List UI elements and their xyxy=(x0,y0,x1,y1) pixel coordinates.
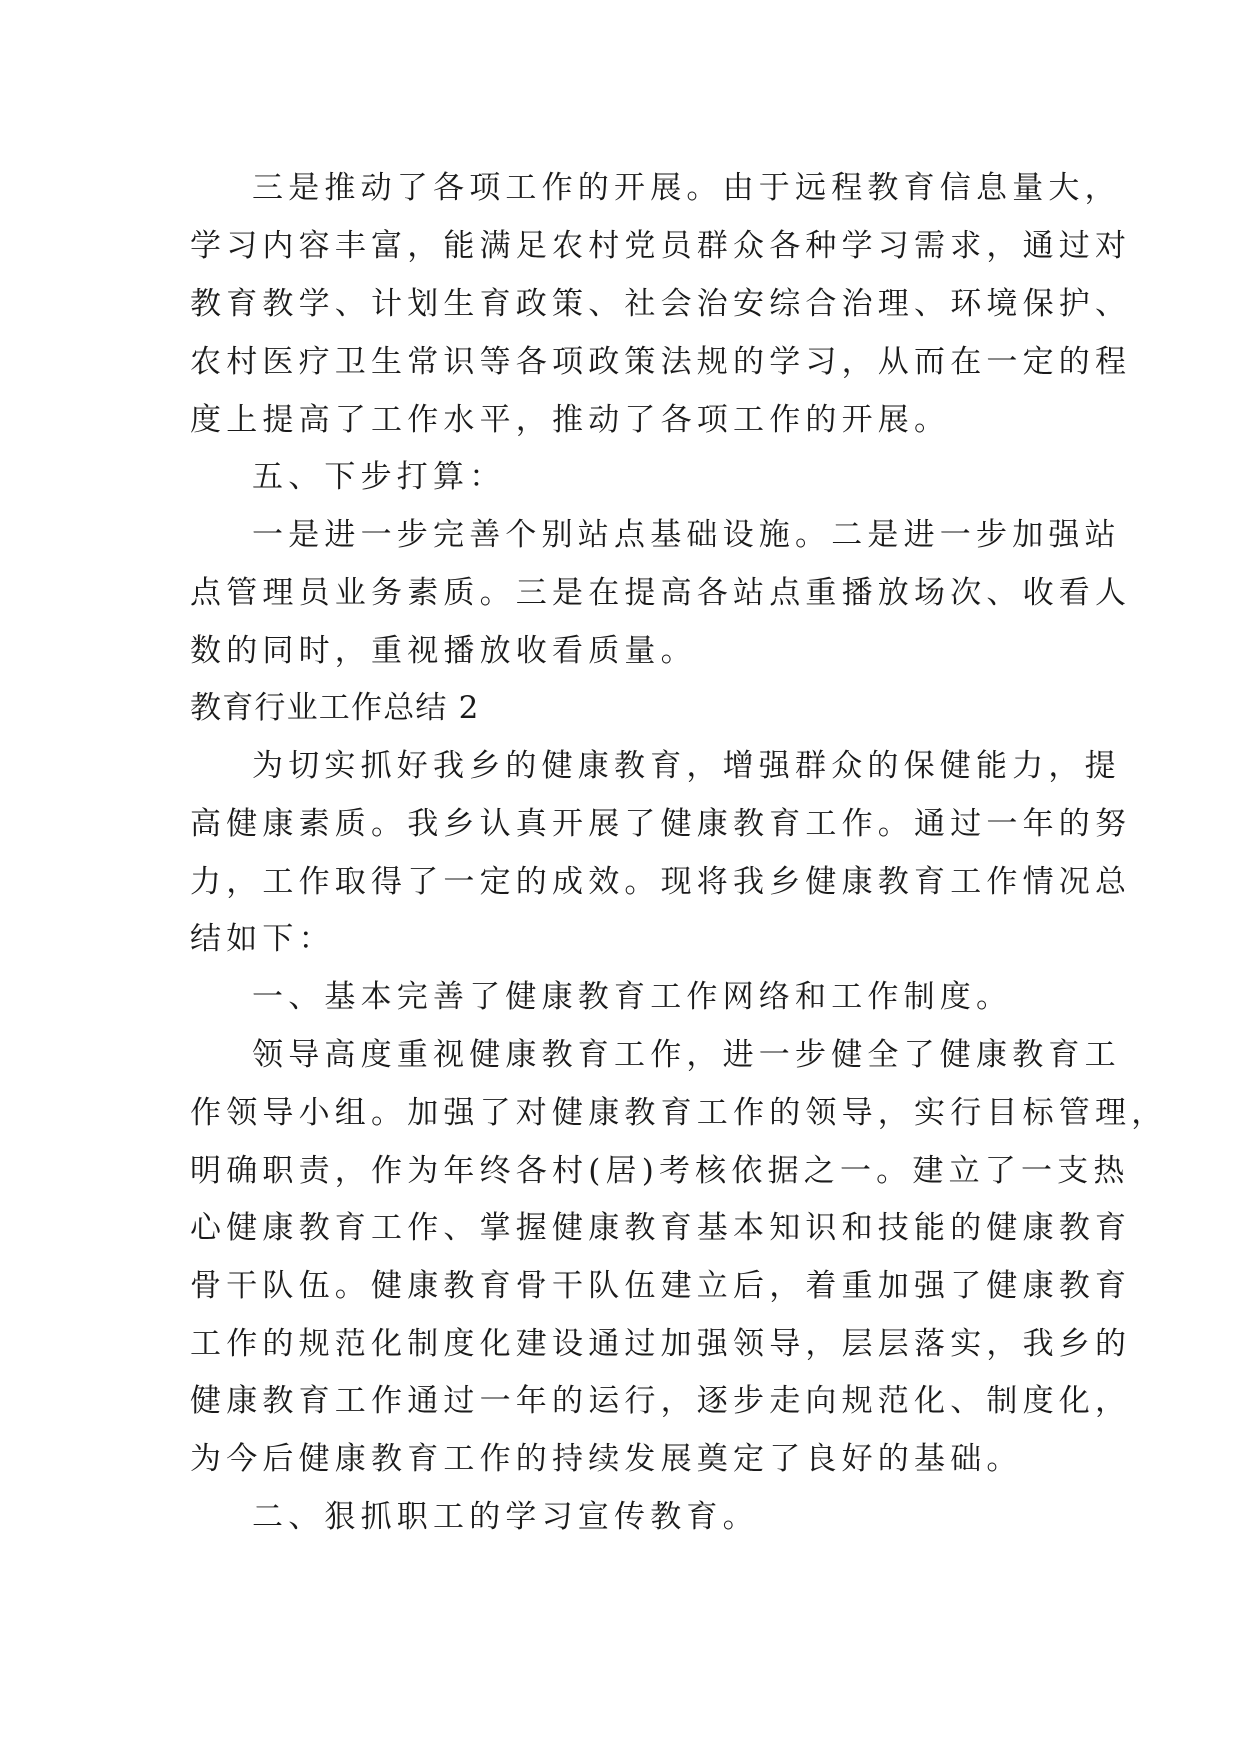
paragraph-line: 一是进一步完善个别站点基础设施。二是进一步加强站 xyxy=(252,517,1121,553)
paragraph-line: 数的同时，重视播放收看质量。 xyxy=(190,633,697,669)
paragraph-line: 骨干队伍。健康教育骨干队伍建立后，着重加强了健康教育 xyxy=(190,1268,1132,1304)
paragraph-line: 农村医疗卫生常识等各项政策法规的学习，从而在一定的程 xyxy=(190,344,1132,380)
paragraph-line: 领导高度重视健康教育工作，进一步健全了健康教育工 xyxy=(252,1037,1121,1073)
section-heading: 二、狠抓职工的学习宣传教育。 xyxy=(252,1499,759,1535)
paragraph-line: 结如下： xyxy=(190,921,335,957)
paragraph-line: 健康教育工作通过一年的运行，逐步走向规范化、制度化， xyxy=(190,1383,1132,1419)
paragraph-line: 教育教学、计划生育政策、社会治安综合治理、环境保护、 xyxy=(190,286,1132,322)
paragraph-line: 心健康教育工作、掌握健康教育基本知识和技能的健康教育 xyxy=(190,1210,1132,1246)
paragraph-line: 度上提高了工作水平，推动了各项工作的开展。 xyxy=(190,402,951,438)
paragraph-line: 力，工作取得了一定的成效。现将我乡健康教育工作情况总 xyxy=(190,864,1132,900)
section-heading: 五、下步打算： xyxy=(252,459,506,495)
section-heading: 一、基本完善了健康教育工作网络和工作制度。 xyxy=(252,979,1013,1015)
paragraph-line: 三是推动了各项工作的开展。由于远程教育信息量大， xyxy=(252,170,1121,206)
paragraph-line: 点管理员业务素质。三是在提高各站点重播放场次、收看人 xyxy=(190,575,1132,611)
paragraph-line: 作领导小组。加强了对健康教育工作的领导，实行目标管理， xyxy=(190,1095,1168,1131)
paragraph-line: 工作的规范化制度化建设通过加强领导，层层落实，我乡的 xyxy=(190,1326,1132,1362)
document-title: 教育行业工作总结 2 xyxy=(190,690,480,726)
paragraph-line: 为今后健康教育工作的持续发展奠定了良好的基础。 xyxy=(190,1441,1023,1477)
paragraph-line: 高健康素质。我乡认真开展了健康教育工作。通过一年的努 xyxy=(190,806,1132,842)
paragraph-line: 明确职责，作为年终各村(居)考核依据之一。建立了一支热 xyxy=(190,1153,1130,1189)
paragraph-line: 学习内容丰富，能满足农村党员群众各种学习需求，通过对 xyxy=(190,228,1132,264)
paragraph-line: 为切实抓好我乡的健康教育，增强群众的保健能力，提 xyxy=(252,748,1121,784)
